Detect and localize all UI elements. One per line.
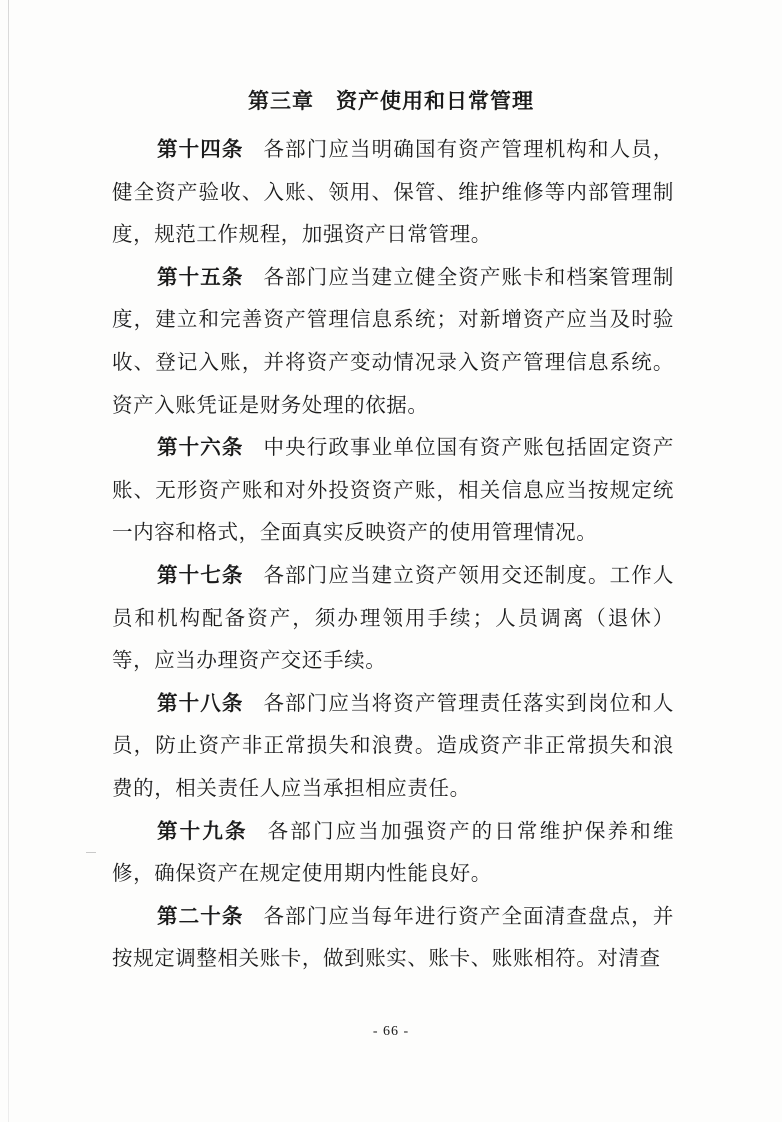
scan-speck [86,852,96,853]
article-14 [112,128,674,256]
page-number: - 66 - [372,1024,410,1039]
article-text: 各部门应当建立健全资产账卡和档案管理制度，建立和完善资产管理信息系统；对新增资产应当及时验收、登记入账，并将资产变动情况录入资产管理信息系统。资产入账凭证是财务处理的依据。 [112,264,674,417]
chapter-title: 第三章 资产使用和日常管理 [248,88,534,113]
article-19 [112,810,674,895]
article-label: 第十五条 [157,264,244,289]
article-label: 第十七条 [157,562,244,587]
article-list [112,128,674,980]
scan-left-edge [8,0,9,1122]
article-15 [112,256,674,426]
article-label: 第二十条 [157,903,244,928]
article-label: 第十八条 [157,690,244,715]
article-17 [112,554,674,682]
article-16 [112,426,674,554]
article-label: 第十九条 [157,818,248,843]
article-text: 各部门应当每年进行资产全面清查盘点，并按规定调整相关账卡，做到账实、账卡、账账相符。对清查 [112,903,674,971]
article-text: 各部门应当将资产管理责任落实到岗位和人员，防止资产非正常损失和浪费。造成资产非正常损失和浪费的，相关责任人应当承担相应责任。 [112,690,674,800]
article-text: 各部门应当加强资产的日常维护保养和维修，确保资产在规定使用期内性能良好。 [112,818,674,886]
article-20 [112,895,674,980]
article-text: 各部门应当建立资产领用交还制度。工作人员和机构配备资产，须办理领用手续；人员调离（退休）等，应当办理资产交还手续。 [112,562,674,673]
article-text: 各部门应当明确国有资产管理机构和人员，健全资产验收、入账、领用、保管、维护维修等内部管理制度，规范工作规程，加强资产日常管理。 [112,137,674,247]
article-text: 中央行政事业单位国有资产账包括固定资产账、无形资产账和对外投资资产账，相关信息应当按规定统一内容和格式，全面真实反映资产的使用管理情况。 [112,435,674,545]
article-label: 第十六条 [157,435,244,460]
article-label: 第十四条 [157,137,244,161]
article-18 [112,682,674,810]
